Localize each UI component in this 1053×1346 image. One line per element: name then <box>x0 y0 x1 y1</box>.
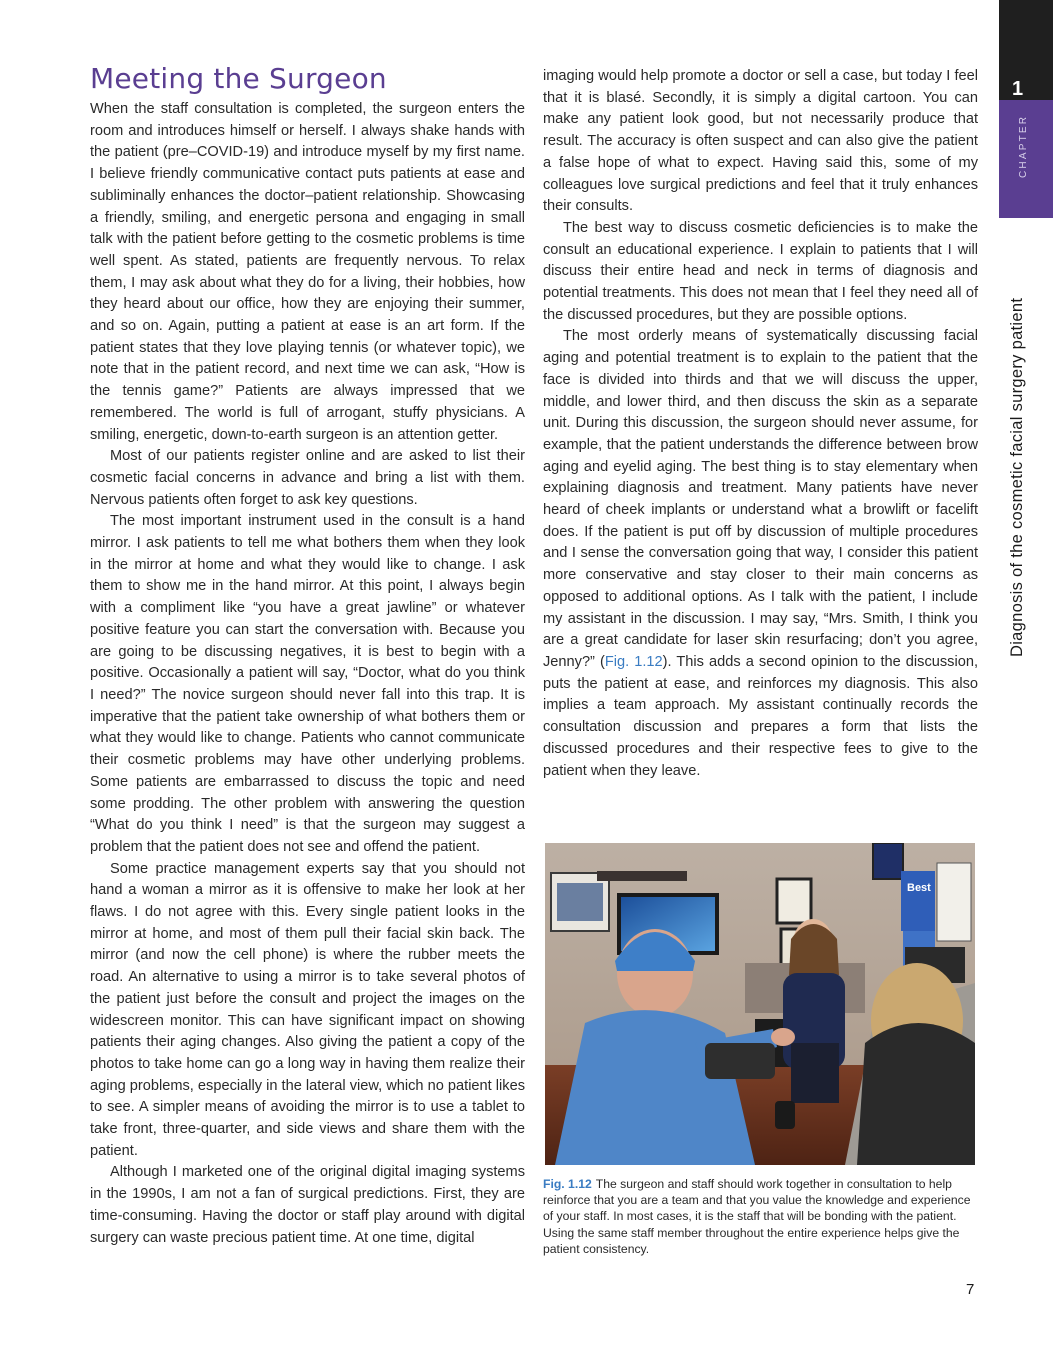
consultation-photo-illustration <box>545 843 975 1165</box>
paragraph: The best way to discuss cosmetic deficiencies is to make the consult an educational experience. I explain to patients that I will discuss their entire head and neck in terms of diagnosis and potential treatments. This does not mean that I feel they need all of the discussed procedures, but they are possible options. <box>543 219 978 323</box>
paragraph: Although I marketed one of the original digital imaging systems in the 1990s, I am not a fan of surgical predictions. First, they are time-consuming. Having the doctor or staff play around with digital surgery can waste precious patient time. At one time, digital <box>90 1164 525 1246</box>
chapter-label: CHAPTER <box>1018 114 1029 178</box>
paragraph: imaging would help promote a doctor or sell a case, but today I feel that it is blasé. Secondly, it is simply a digital cartoon. You can make any patient look good, but not necessarily produce that result. The accuracy is often suspect and can also give the patient a false hope of what to expect. Having said this, some of my colleagues love surgical predictions and feel that it truly enhances their consults. <box>543 68 978 215</box>
left-column <box>90 62 525 1249</box>
paragraph: The most important instrument used in the consult is a hand mirror. I ask patients to tell me what bothers them when they look in the mirror at home and what they would like to change. I ask them to show me in the hand mirror. At this point, I always begin with a compliment like “you have a great jawline” or whatever positive feature you can start the conversation with. Because you are going to be discussing negatives, it is best to begin with a positive. Occasionally a patient will say, “Doctor, what do you think I need?” The novice surgeon should never fall into this trap. It is imperative that the patient take ownership of what bothers them or what they would like to change. Patients who cannot communicate their cosmetic problems may have other underlying problems. Some patients are embarrassed to discuss the topic and need some prodding. The other problem with answering the question “What do you think I need” is that the surgeon may suggest a problem that the patient does not see and offend the patient. <box>90 513 525 855</box>
right-column <box>543 66 978 782</box>
figure-photo <box>545 843 975 1165</box>
paragraph: Most of our patients register online and are asked to list their cosmetic facial concerns in advance and bring a list with them. Nervous patients often forget to ask key questions. <box>90 448 525 508</box>
paragraph <box>543 326 978 782</box>
chapter-number: 1 <box>1012 78 1024 100</box>
section-heading: Meeting the Surgeon <box>90 62 387 95</box>
figure-caption <box>543 1176 978 1257</box>
poster-text: Best <box>907 882 931 894</box>
running-title: Diagnosis of the cosmetic facial surgery patient <box>1008 297 1026 657</box>
figure-label: Fig. 1.12 <box>543 1177 592 1191</box>
figure-reference-link[interactable]: Fig. 1.12 <box>604 653 663 670</box>
paragraph: Some practice management experts say that you should not hand a woman a mirror as it is offensive to make her look at her flaws. I do not agree with this. Every single patient looks in the mirror at home, and most of them pull their facial skin back. The mirror (and now the cell phone) is where the rubber meets the road. An alternative to using a mirror is to take several photos of the patient just before the consult and project the images on the widescreen monitor. This can have significant impact on showing patients their aging changes. Also giving the patient a copy of the photos to take home can go a long way in having them realize their aging problems, especially in the lateral view, which no patient likes to see. A simpler means of avoiding the mirror is to use a tablet to take front, three-quarter, and side views and share them with the patient. <box>90 860 525 1159</box>
paragraph-text: ). This adds a second opinion to the discussion, puts the patient at ease, and reinforces my diagnosis. This also implies a team approach. My assistant continually records the consultation discussion and prepares a form that lists the discussed procedures and their respective fees to give to the patient when they leave. <box>543 653 978 779</box>
page-number: 7 <box>966 1281 975 1298</box>
paragraph: When the staff consultation is completed, the surgeon enters the room and introduces himself or herself. I always shake hands with the patient (pre–COVID-19) and introduce myself by my first name. I believe friendly communicative contact puts patients at ease and subliminally enhances the doctor–patient relationship. Showcasing a friendly, smiling, and energetic persona and engaging in small talk with the patient before getting to the cosmetic problems is time well spent. As stated, patients are frequently nervous. To relax them, I may ask about what they do for a living, their hobbies, how they heard about our office, how they are enjoying their summer, and so on. Again, putting a patient at ease is an art form. If the patient states that they love playing tennis (or whatever topic), we note that in the patient record, and next time we can ask, “How is the tennis game?” Patients are always impressed that we remembered. The world is full of arrogant, stuffy physicians. A smiling, energetic, down-to-earth surgeon is an attention getter. <box>90 101 525 443</box>
paragraph-text: The most orderly means of systematically discussing facial aging and potential treatment is to explain to the patient that the face is divided into thirds and that we will discuss the upper, middle, and lower third, and then discuss the skin as a separate unit. During this discussion, the surgeon should never assume, for example, that the patient understands the difference between brow aging and eyelid aging. The best thing is to stay elementary when explaining diagnosis and treatment. Many patients have never heard of cheek implants or understand what a browlift or facelift does. If the patient is put off by discussion of multiple procedures and I sense the conversation going that way, I consider this patient more conservative and stay closer to their main concerns as opposed to additional options. As I talk with the patient, I include my assistant in the discussion. I may say, “Mrs. Smith, I think you are a great candidate for laser skin resurfacing; don’t you agree, Jenny?” ( <box>543 328 978 670</box>
figure-caption-text: The surgeon and staff should work together in consultation to help reinforce that you are a team and that you value the knowledge and experience of your staff. In most cases, it is the staff that will be bonding with the patient. Using the same staff member throughout the entire experience helps give the patient consistency. <box>543 1177 971 1256</box>
